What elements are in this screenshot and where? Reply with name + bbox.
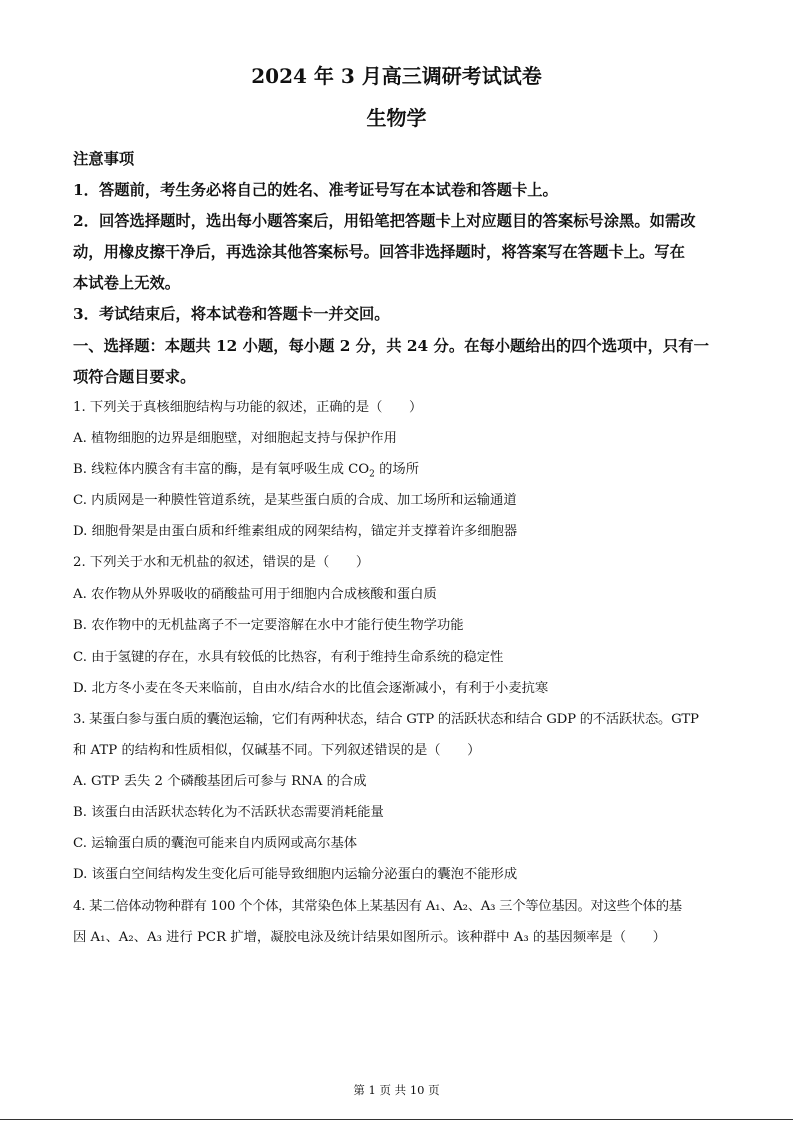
q1-option-b-pre: B. 线粒体内膜含有丰富的酶，是有氧呼吸生成 CO xyxy=(73,462,370,477)
q1-option-a: A. 植物细胞的边界是细胞壁，对细胞起支持与保护作用 xyxy=(73,431,397,446)
bottom-divider xyxy=(0,1119,793,1120)
q1-option-d: D. 细胞骨架是由蛋白质和纤维素组成的网架结构，锚定并支撑着许多细胞器 xyxy=(73,524,518,539)
section-heading-line-2: 项符合题目要求。 xyxy=(73,368,196,386)
q2-option-b: B. 农作物中的无机盐离子不一定要溶解在水中才能行使生物学功能 xyxy=(73,618,464,633)
q3-stem-line-2: 和 ATP 的结构和性质相似，仅碱基不同。下列叙述错误的是（ ） xyxy=(73,743,481,758)
notice-item-3: 3．考试结束后，将本试卷和答题卡一并交回。 xyxy=(73,305,390,323)
exam-title: 2024 年 3 月高三调研考试试卷 xyxy=(251,64,542,88)
q1-option-b-sub: 2 xyxy=(369,469,375,480)
q2-option-a: A. 农作物从外界吸收的硝酸盐可用于细胞内合成核酸和蛋白质 xyxy=(73,587,437,602)
q3-option-c: C. 运输蛋白质的囊泡可能来自内质网或高尔基体 xyxy=(73,836,358,851)
q2-option-c: C. 由于氢键的存在，水具有较低的比热容，有利于维持生命系统的稳定性 xyxy=(73,650,504,665)
q1-option-b xyxy=(73,460,723,485)
q2-stem: 2. 下列关于水和无机盐的叙述，错误的是（ ） xyxy=(73,555,370,570)
notice-item-2-line-3: 本试卷上无效。 xyxy=(73,274,181,292)
notice-item-2-line-2: 动，用橡皮擦干净后，再选涂其他答案标号。回答非选择题时，将答案写在答题卡上。写在 xyxy=(73,243,685,261)
notice-item-1: 1．答题前，考生务必将自己的姓名、准考证号写在本试卷和答题卡上。 xyxy=(73,181,558,199)
page-number: 第 1 页 共 10 页 xyxy=(353,1083,440,1097)
q4-stem-line-1: 4. 某二倍体动物种群有 100 个个体，其常染色体上某基因有 A₁、A₂、A₃ 三个等位基因。对这些个体的基 xyxy=(73,899,682,914)
q4-stem-line-2: 因 A₁、A₂、A₃ 进行 PCR 扩增，凝胶电泳及统计结果如图所示。该种群中 A₃ 的基因频率是（ ） xyxy=(73,930,666,945)
section-heading-line-1: 一、选择题：本题共 12 小题，每小题 2 分，共 24 分。在每小题给出的四个选项中，只有一 xyxy=(73,337,709,355)
notice-heading: 注意事项 xyxy=(73,150,135,168)
q2-option-d: D. 北方冬小麦在冬天来临前，自由水/结合水的比值会逐渐减小，有利于小麦抗寒 xyxy=(73,681,549,696)
q1-option-c: C. 内质网是一种膜性管道系统，是某些蛋白质的合成、加工场所和运输通道 xyxy=(73,493,517,508)
q3-option-b: B. 该蛋白由活跃状态转化为不活跃状态需要消耗能量 xyxy=(73,805,384,820)
notice-item-2-line-1: 2．回答选择题时，选出每小题答案后，用铅笔把答题卡上对应题目的答案标号涂黑。如需改 xyxy=(73,212,696,230)
q3-stem-line-1: 3. 某蛋白参与蛋白质的囊泡运输，它们有两种状态，结合 GTP 的活跃状态和结合 GDP 的不活跃状态。GTP xyxy=(73,712,699,727)
q1-option-b-post: 的场所 xyxy=(374,462,420,477)
subject-title: 生物学 xyxy=(366,106,427,130)
q3-option-d: D. 该蛋白空间结构发生变化后可能导致细胞内运输分泌蛋白的囊泡不能形成 xyxy=(73,867,518,882)
q3-option-a: A. GTP 丢失 2 个磷酸基团后可参与 RNA 的合成 xyxy=(73,774,367,789)
q1-stem: 1. 下列关于真核细胞结构与功能的叙述，正确的是（ ） xyxy=(73,400,423,415)
